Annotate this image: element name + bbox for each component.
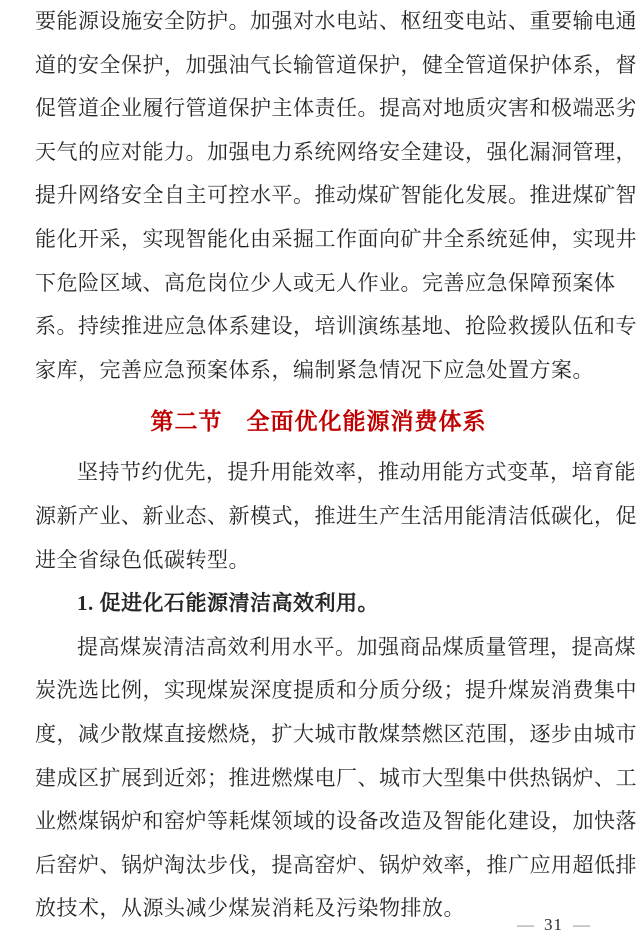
text-line: 提高煤炭清洁高效利用水平。加强商品煤质量管理，提高煤 <box>77 634 636 659</box>
paragraph-energy-security <box>35 0 637 392</box>
footer-dash-left: — <box>517 915 534 934</box>
text-line: 后窑炉、锅炉淘汰步伐，提高窑炉、锅炉效率，推广应用超低排 <box>35 852 637 877</box>
footer-dash-right: — <box>573 915 590 934</box>
text-line: 促管道企业履行管道保护主体责任。提高对地质灾害和极端恶劣 <box>35 96 637 121</box>
section-heading: 第二节 全面优化能源消费体系 <box>150 408 487 435</box>
text-line: 家库，完善应急预案体系，编制紧急情况下应急处置方案。 <box>35 357 594 382</box>
paragraph-coal-utilization <box>35 626 637 931</box>
text-line: 提升网络安全自主可控水平。推动煤矿智能化发展。推进煤矿智 <box>35 183 637 208</box>
list-item-heading: 1. 促进化石能源清洁高效利用。 <box>77 591 379 616</box>
page-number: 31 <box>544 915 563 934</box>
text-line: 系。持续推进应急体系建设，培训演练基地、抢险救援队伍和专 <box>35 314 637 339</box>
paragraph-consumption-intro <box>35 451 637 582</box>
text-line: 进全省绿色低碳转型。 <box>35 547 250 572</box>
text-line: 度，减少散煤直接燃烧，扩大城市散煤禁燃区范围，逐步由城市 <box>35 721 637 746</box>
text-line: 坚持节约优先，提升用能效率，推动用能方式变革，培育能 <box>77 460 636 485</box>
text-line: 放技术，从源头减少煤炭消耗及污染物排放。 <box>35 896 465 921</box>
text-line: 业燃煤锅炉和窑炉等耗煤领域的设备改造及智能化建设，加快落 <box>35 809 637 834</box>
page-content <box>35 0 637 931</box>
text-line: 建成区扩展到近郊；推进燃煤电厂、城市大型集中供热锅炉、工 <box>35 765 637 790</box>
text-line: 要能源设施安全防护。加强对水电站、枢纽变电站、重要输电通 <box>35 9 637 33</box>
text-line: 能化开采，实现智能化由采掘工作面向矿井全系统延伸，实现井 <box>35 226 637 251</box>
text-line: 源新产业、新业态、新模式，推进生产生活用能清洁低碳化，促 <box>35 503 637 528</box>
text-line: 下危险区域、高危岗位少人或无人作业。完善应急保障预案体 <box>35 270 616 295</box>
text-line: 道的安全保护，加强油气长输管道保护，健全管道保护体系，督 <box>35 52 637 77</box>
text-line: 炭洗选比例，实现煤炭深度提质和分质分级；提升煤炭消费集中 <box>35 678 637 703</box>
page-footer <box>507 912 600 938</box>
text-line: 天气的应对能力。加强电力系统网络安全建设，强化漏洞管理， <box>35 139 637 164</box>
